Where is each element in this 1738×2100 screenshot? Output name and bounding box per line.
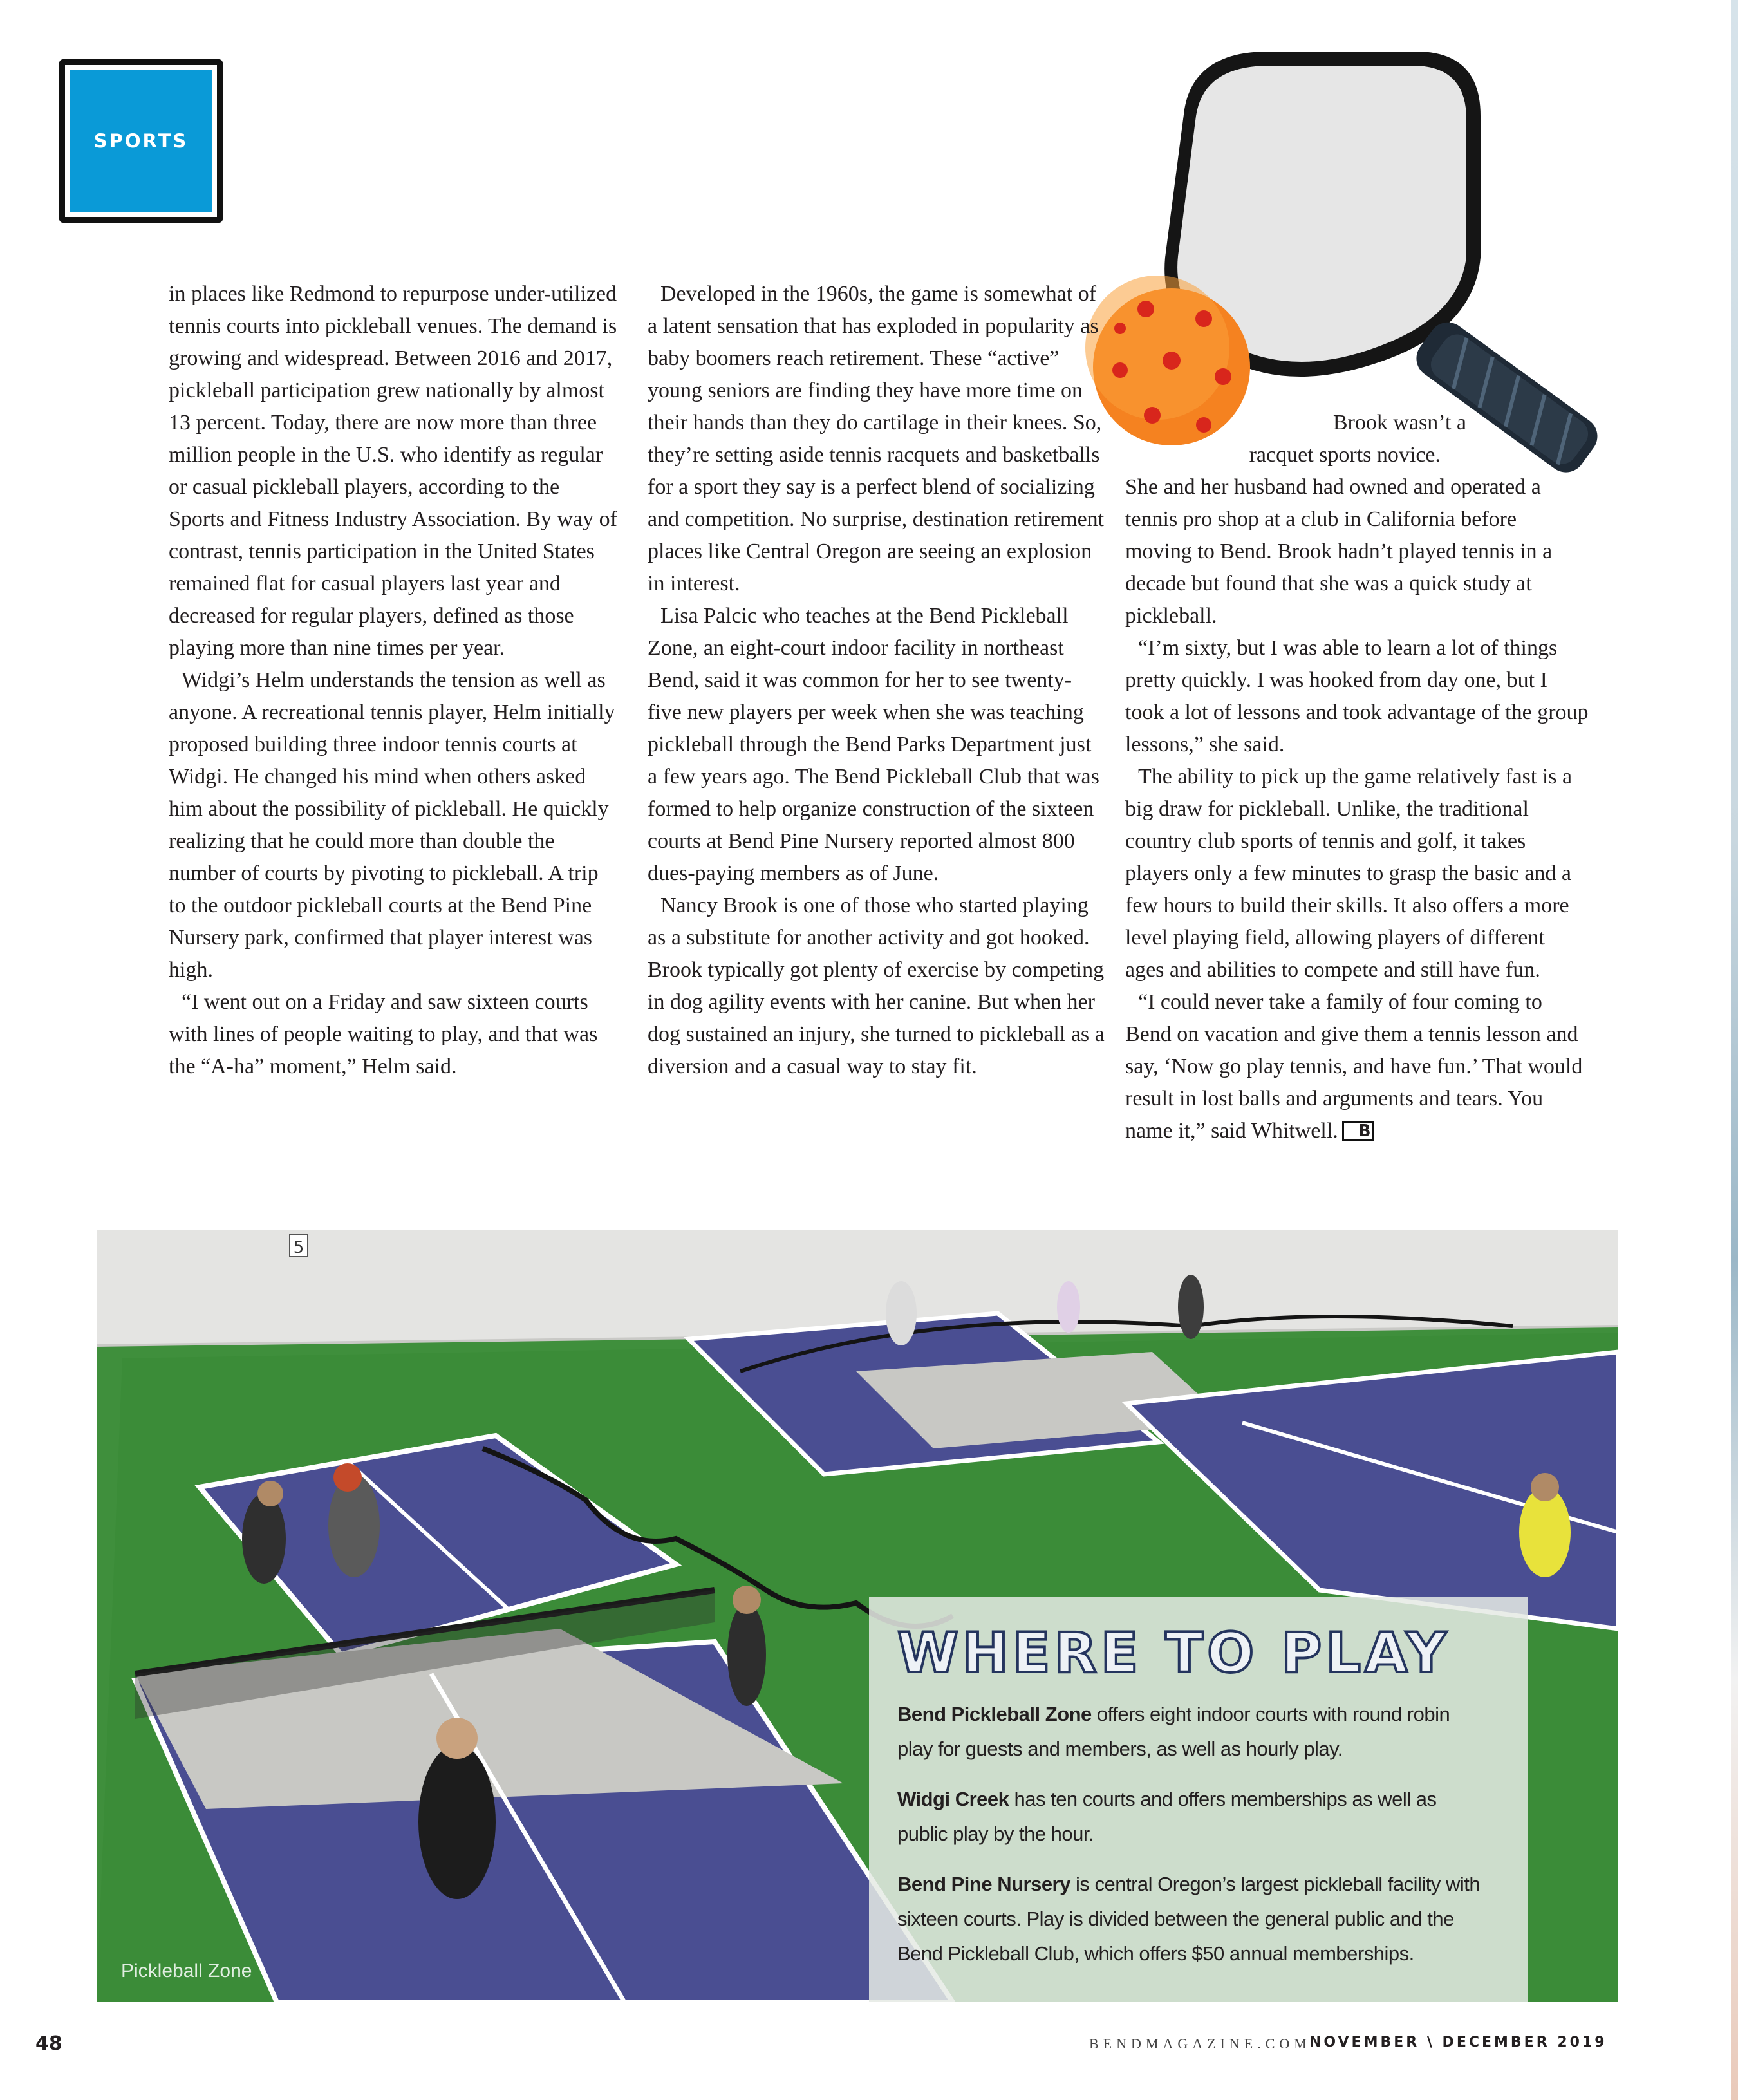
venue-name: Bend Pine Nursery bbox=[897, 1873, 1070, 1895]
article-paragraph: “I went out on a Friday and saw sixteen courts with lines of people waiting to play, and that was the “A-ha” moment,” Helm said. bbox=[169, 990, 598, 1078]
article-paragraph: She and her husband had owned and operated a tennis pro shop at a club in California before moving to Bend. Brook hadn’t played tennis in a decade but found that she was a quick study at pickleball. bbox=[1125, 475, 1553, 628]
article-paragraph: Lisa Palcic who teaches at the Bend Pickleball Zone, an eight-court indoor facility in northeast Bend, said it was common for her to see twenty-five new players per week when she was teaching pickleball through the Bend Parks Department just a few years ago. The Bend Pickleball Club that was formed to help organize construction of the sixteen courts at Bend Pine Nursery reported almost 800 dues-paying members as of June. bbox=[648, 604, 1099, 885]
article-paragraph: Widgi’s Helm understands the tension as well as anyone. A recreational tennis player, Helm initially proposed building three indoor tennis courts at Widgi. He changed his mind when others asked him about the possibility of pickleball. He quickly realizing that he could more than double the number of courts by pivoting to pickleball. A trip to the outdoor pickleball courts at the Bend Pine Nursery park, confirmed that player interest was high. bbox=[169, 668, 615, 982]
article-paragraph: in places like Redmond to repurpose under-utilized tennis courts into pickleball venues. The demand is growing and widespread. Between 2016 and 2017, pickleball participation grew nationally by almost 13 percent. Today, there are now more than three million people in the U.S. who identify as regular or casual pickleball players, according to the Sports and Fitness Industry Association. By way of contrast, tennis participation in the United States remained flat for casual players last year and decreased for regular players, defined as those playing more than nine times per year. bbox=[169, 282, 617, 660]
wrap-line: racquet sports novice. bbox=[1249, 443, 1441, 467]
venue-entry bbox=[897, 1697, 1489, 1767]
closing-paragraph-text: “I could never take a family of four coming to Bend on vacation and give them a tennis lesson and say, ‘Now go play tennis, and have fun.’ That would result in lost balls and arguments and tears. You name it,” said Whitwell. bbox=[1125, 990, 1583, 1143]
article-column-1 bbox=[169, 278, 619, 1083]
court-number-sign bbox=[290, 1235, 308, 1257]
venue-name: Widgi Creek bbox=[897, 1788, 1009, 1810]
section-label: SPORTS bbox=[70, 70, 212, 212]
venue-entry bbox=[897, 1867, 1489, 1971]
article-paragraph: Developed in the 1960s, the game is somewhat of a latent sensation that has exploded in popularity as baby boomers reach retirement. These “active” young seniors are finding they have more time on their hands than they do cartilage in their knees. So, they’re setting aside tennis racquets and basketballs for a sport they say is a perfect blend of socializing and competition. No surprise, destination retirement places like Central Oregon are seeing an explosion in interest. bbox=[648, 282, 1105, 595]
article-paragraph bbox=[1125, 986, 1589, 1147]
article-paragraph: Nancy Brook is one of those who started playing as a substitute for another activity and got hooked. Brook typically got plenty of exercise by competing in dog agility events with her canine. But when her dog sustained an injury, she turned to pickleball as a diversion and a casual way to stay fit. bbox=[648, 894, 1105, 1078]
end-mark-logo: B bbox=[1342, 1121, 1374, 1141]
court-number: 5 bbox=[293, 1238, 304, 1257]
where-to-play-box bbox=[869, 1597, 1528, 2002]
article-paragraph: The ability to pick up the game relatively fast is a big draw for pickleball. Unlike, the traditional country club sports of tennis and golf, it takes players only a few minutes to grasp the basic and a few hours to build their skills. It also offers a more level playing field, allowing players of different ages and abilities to compete and still have fun. bbox=[1125, 765, 1573, 982]
venue-entry bbox=[897, 1782, 1489, 1852]
section-tag bbox=[59, 59, 223, 223]
where-to-play-title: WHERE TO PLAY bbox=[897, 1621, 1450, 1685]
venue-description: offers eight indoor courts with round robin play for guests and members, as well as hourly play. bbox=[897, 1703, 1450, 1760]
page-edge-strip bbox=[1731, 0, 1738, 2100]
venue-description: has ten courts and offers memberships as well as public play by the hour. bbox=[897, 1788, 1437, 1845]
article-column-3 bbox=[1125, 407, 1589, 1147]
footer-site: BENDMAGAZINE.COM bbox=[1089, 2036, 1311, 2052]
venue-description: is central Oregon’s largest pickleball facility with sixteen courts. Play is divided between the general public and the Bend Pickleball Club, which offers $50 annual memberships. bbox=[897, 1873, 1481, 1965]
article-paragraph: “I’m sixty, but I was able to learn a lot of things pretty quickly. I was hooked from day one, but I took a lot of lessons and took advantage of the group lessons,” she said. bbox=[1125, 636, 1589, 756]
page-number: 48 bbox=[35, 2032, 62, 2055]
photo-caption: Pickleball Zone bbox=[121, 1960, 252, 1982]
venue-name: Bend Pickleball Zone bbox=[897, 1703, 1092, 1725]
pickleball-court-photo bbox=[97, 1230, 1618, 2002]
wrap-line: Brook wasn’t a bbox=[1332, 411, 1466, 435]
footer-issue: NOVEMBER \ DECEMBER 2019 bbox=[1309, 2034, 1607, 2050]
article-column-2 bbox=[648, 278, 1105, 1083]
